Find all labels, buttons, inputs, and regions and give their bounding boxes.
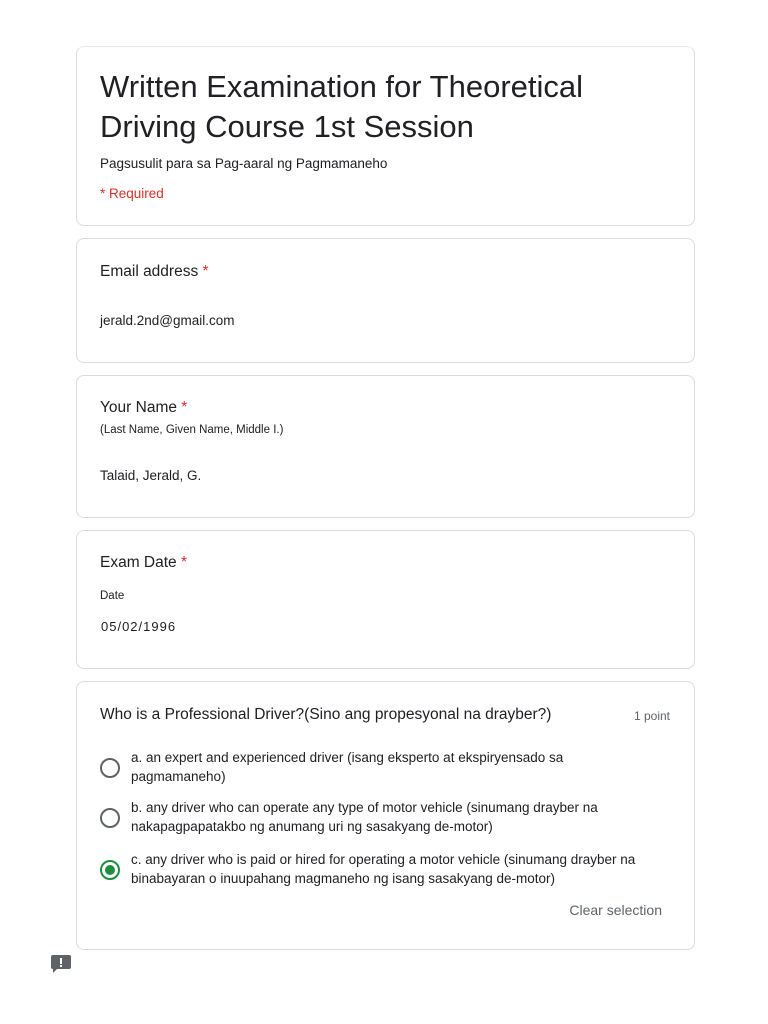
name-question-help: (Last Name, Given Name, Middle I.) <box>100 424 284 436</box>
required-star: * <box>181 399 188 416</box>
report-problem-icon[interactable] <box>51 955 71 973</box>
exam-date-answer: 05/02/1996 <box>101 619 177 634</box>
professional-driver-question-card <box>76 681 695 950</box>
option-a-label: a. an expert and experienced driver (isang eksperto at ekspiryensado sa pagmamaneho) <box>131 750 564 784</box>
clear-selection-button[interactable]: Clear selection <box>569 902 662 918</box>
option-b-label: b. any driver who can operate any type of motor vehicle (sinumang drayber na nakapagpapatakbo ng anumang uri ng sasakyang de-motor) <box>131 800 598 834</box>
exam-date-question-title <box>100 554 187 572</box>
exam-date-question-label: Exam Date <box>100 554 177 571</box>
email-answer: jerald.2nd@gmail.com <box>100 313 235 328</box>
radio-button-checked-icon[interactable] <box>100 860 120 880</box>
name-answer: Talaid, Jerald, G. <box>100 468 202 483</box>
radio-button-icon[interactable] <box>100 808 120 828</box>
email-question-label: Email address <box>100 263 199 280</box>
name-question-label: Your Name <box>100 399 177 416</box>
radio-button-icon[interactable] <box>100 758 120 778</box>
points-badge: 1 point <box>633 709 670 723</box>
exam-date-question-card <box>76 530 695 669</box>
date-field-label: Date <box>100 590 125 602</box>
email-question-title <box>100 263 209 281</box>
name-question-title <box>100 399 187 417</box>
professional-driver-question-title: Who is a Professional Driver?(Sino ang propesyonal na drayber?) <box>100 706 552 723</box>
option-a[interactable] <box>100 749 660 786</box>
form-header-card <box>76 46 695 226</box>
required-star: * <box>180 554 188 571</box>
option-c[interactable] <box>100 851 660 888</box>
option-c-label: c. any driver who is paid or hired for operating a motor vehicle (sinumang drayber na binabayaran o inuupahang magmaneho ng isang sasakyang de-motor) <box>131 852 636 886</box>
required-star: * <box>202 263 209 280</box>
option-b[interactable] <box>100 799 660 836</box>
name-question-card <box>76 375 695 518</box>
required-note: * Required <box>100 186 164 201</box>
form-description: Pagsusulit para sa Pag-aaral ng Pagmamaneho <box>100 156 388 171</box>
form-title: Written Examination for Theoretical Driving Course 1st Session <box>100 69 584 144</box>
email-question-card <box>76 238 695 363</box>
